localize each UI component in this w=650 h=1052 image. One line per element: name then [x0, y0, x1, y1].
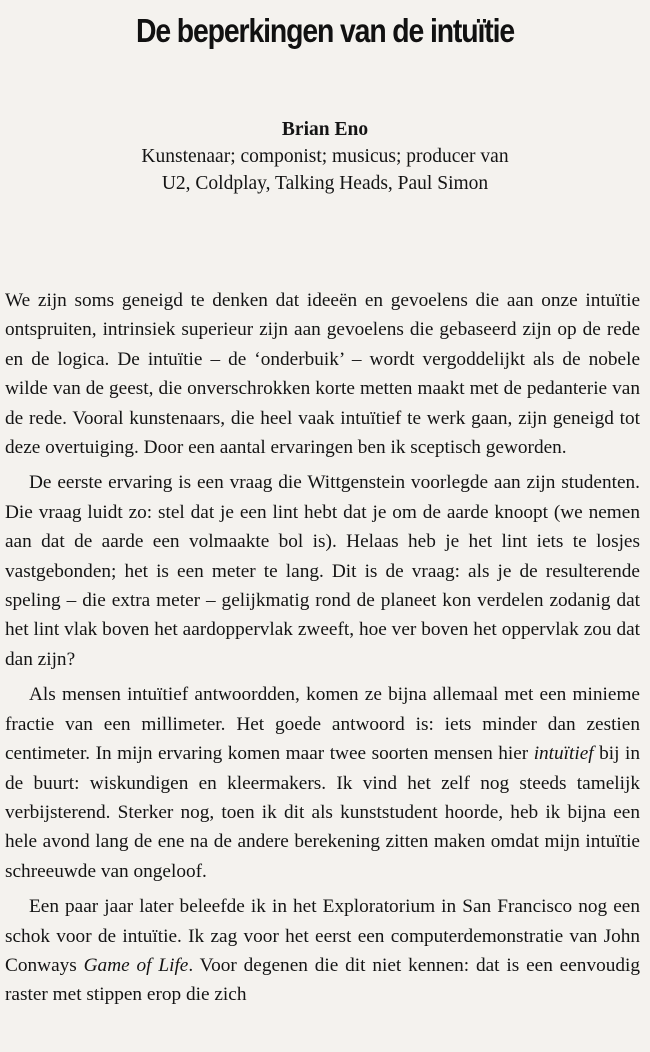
author-name: Brian Eno — [281, 119, 369, 140]
paragraph-3-emphasis: intuïtief — [533, 743, 594, 765]
paragraph-3-text-a: Als mensen intuïtief antwoordden, komen ze bijna allemaal met een minieme fractie van een millimeter. Het goede antwoord is: iets minder dan zestien centimeter. In mijn ervaring komen maar twee soorten mensen hier — [5, 684, 640, 765]
paragraph-4 — [5, 892, 640, 1010]
byline — [0, 116, 650, 197]
paragraph-4-text-b: . Voor degenen die dit niet kennen: dat is een eenvoudig raster met stippen erop die zich — [5, 954, 640, 1006]
paragraph-1: We zijn soms geneigd te denken dat ideeën en gevoelens die aan onze intuïtie ontspruiten, intrinsiek superieur zijn aan gevoelens die gebaseerd zijn op de rede en de logica. De intuïtie – de ‘onderbuik’ – wordt vergoddelijkt als de nobele wilde van de geest, die onverschrokken korte metten maakt met de pedanterie van de rede. Vooral kunstenaars, die heel vaak intuïtief te werk gaan, zijn geneigd tot deze overtuiging. Door een aantal ervaringen ben ik sceptisch geworden. — [5, 290, 640, 459]
paragraph-4-text-a: Een paar jaar later beleefde ik in het Exploratorium in San Francisco nog een schok voor de intuïtie. Ik zag voor het eerst een computerdemonstratie van John Conways — [5, 896, 640, 976]
paragraph-3 — [5, 680, 640, 886]
article-body — [5, 286, 640, 1016]
article-title: De beperkingen van de intuïtie — [135, 12, 515, 49]
paragraph-3-text-b: bij in de buurt: wiskundigen en kleermakers. Ik vind het zelf nog steeds tamelijk verbijsterend. Sterker nog, toen ik dit als kunststudent hoorde, heb ik bijna een hele avond lang de ene na de andere berekening zitten maken omdat mijn intuïtie schreeuwde van ongeloof. — [5, 743, 640, 882]
author-role-line-1: Kunstenaar; componist; musicus; producer van — [141, 146, 509, 167]
paragraph-2: De eerste ervaring is een vraag die Wittgenstein voorlegde aan zijn studenten. Die vraag luidt zo: stel dat je een lint hebt dat je om de aarde knoopt (we nemen aan dat de aarde een volmaakte bol is). Helaas heb je het lint iets te losjes vastgebonden; het is een meter te lang. Dit is de vraag: als je de resulterende speling – die extra meter – gelijkmatig rond de planeet kon verdelen zodanig dat het lint vlak boven het aardoppervlak zweeft, hoe ver boven het oppervlak zou dat dan zijn? — [5, 472, 640, 670]
paragraph-4-emphasis: Game of Life — [83, 954, 189, 976]
author-role-line-2: U2, Coldplay, Talking Heads, Paul Simon — [161, 173, 489, 194]
